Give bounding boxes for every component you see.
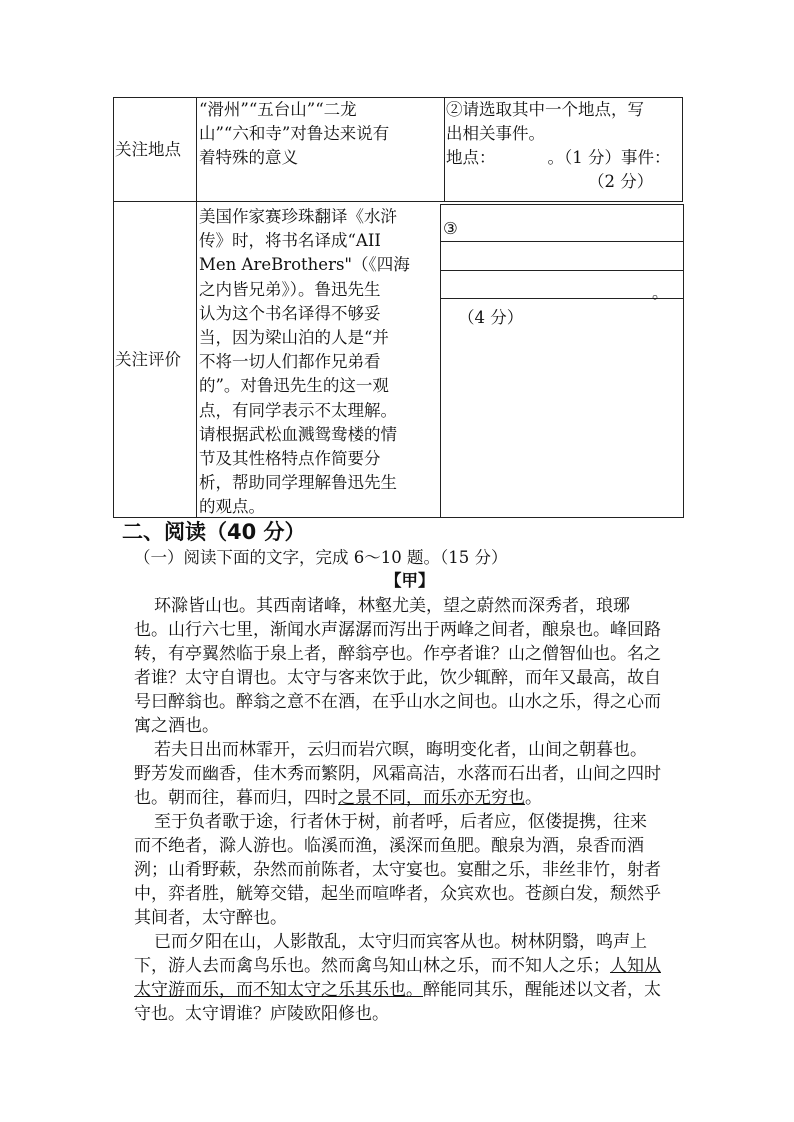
underlined-sentence: 太守游而乐，而不知太守之乐其乐也。 bbox=[134, 980, 423, 1000]
passage-text: 。 bbox=[525, 788, 542, 808]
passage-label: 【甲】 bbox=[385, 571, 435, 590]
prompt-line: 当，因为梁山泊的人是“并 bbox=[199, 328, 389, 348]
passage-line: 洌；山肴野蔌，杂然而前陈者，太守宴也。宴酣之乐，非丝非竹，射者 bbox=[134, 860, 661, 880]
passage-line-mixed bbox=[134, 954, 694, 978]
passage-line: 已而夕阳在山，人影散乱，太守归而宾客从也。树林阴翳，鸣声上 bbox=[154, 932, 647, 952]
prompt-line: 传》时，将书名译成“AII bbox=[199, 231, 381, 251]
answer-points: （4 分） bbox=[458, 308, 524, 327]
answer-line bbox=[440, 241, 684, 242]
passage-line: 其间者，太守醉也。 bbox=[134, 908, 287, 928]
prompt-line: 节及其性格特点作简要分 bbox=[199, 449, 381, 469]
passage-line: 若夫日出而林霏开，云归而岩穴暝，晦明变化者，山间之朝暮也。 bbox=[154, 740, 647, 760]
answer-instruction: 出相关事件。 bbox=[446, 124, 545, 143]
passage-text: 也。朝而往，暮而归，四时 bbox=[134, 788, 338, 808]
table-border bbox=[113, 97, 114, 201]
prompt-line: 之内皆兄弟》）。鲁迅先生 bbox=[199, 279, 381, 299]
row1-prompt bbox=[199, 98, 443, 170]
row-label-evaluation: 关注评价 bbox=[115, 350, 181, 369]
prompt-line: “滑州”“五台山”“二龙 bbox=[199, 100, 357, 119]
prompt-line: 认为这个书名译得不够妥 bbox=[199, 303, 381, 323]
event-points: （2 分） bbox=[588, 172, 654, 191]
section-title: 二、阅读（40 分） bbox=[122, 520, 306, 544]
prompt-line: 山”“六和寺”对鲁达来说有 bbox=[199, 124, 390, 143]
row-label-location: 关注地点 bbox=[115, 140, 181, 159]
prompt-line: 不将一切人们都作兄弟看 bbox=[199, 352, 381, 372]
row1-answer bbox=[446, 98, 682, 194]
answer-instruction: ②请选取其中一个地点，写 bbox=[446, 100, 644, 119]
section-subtitle: （一）阅读下面的文字，完成 6～10 题。（15 分） bbox=[134, 548, 508, 567]
passage-text: 下，游人去而禽鸟乐也。然而禽鸟知山林之乐，而不知人之乐； bbox=[134, 956, 610, 976]
table-border bbox=[113, 201, 683, 202]
passage-line: 野芳发而幽香，佳木秀而繁阴，风霜高洁，水落而石出者，山间之四时 bbox=[134, 764, 661, 784]
table-border bbox=[113, 201, 114, 517]
passage-line: 转，有亭翼然临于泉上者，醉翁亭也。作亭者谁？山之僧智仙也。名之 bbox=[134, 644, 661, 664]
prompt-line: Men AreBrothers"（《四海 bbox=[199, 255, 410, 275]
passage-line: 者谁？太守自谓也。太守与客来饮于此，饮少辄醉，而年又最高，故自 bbox=[134, 668, 661, 688]
table-border bbox=[440, 204, 441, 517]
prompt-line: 的观点。 bbox=[199, 497, 265, 517]
passage-line-mixed bbox=[134, 978, 694, 1002]
place-points: 。（1 分）事件： bbox=[547, 148, 671, 167]
prompt-line: 析，帮助同学理解鲁迅先生 bbox=[199, 473, 397, 493]
place-label: 地点： bbox=[446, 148, 496, 167]
answer-line bbox=[440, 270, 684, 271]
passage-line-mixed bbox=[134, 786, 694, 810]
prompt-line: 着特殊的意义 bbox=[199, 148, 298, 167]
passage-line: 环滁皆山也。其西南诸峰，林壑尤美，望之蔚然而深秀者，琅琊 bbox=[154, 596, 630, 616]
passage-line: 寓之酒也。 bbox=[134, 716, 219, 736]
answer-period: 。 bbox=[652, 283, 669, 302]
table-border bbox=[682, 97, 683, 201]
answer-number: ③ bbox=[443, 219, 458, 238]
passage-text: 醉能同其乐，醒能述以文者，太 bbox=[423, 980, 661, 1000]
prompt-line: 的”。对鲁迅先生的这一观 bbox=[199, 376, 389, 396]
prompt-line: 点，有同学表示不太理解。 bbox=[199, 400, 397, 420]
passage-line: 守也。太守谓谁？庐陵欧阳修也。 bbox=[134, 1004, 389, 1024]
answer-line bbox=[440, 298, 684, 299]
passage-line: 而不绝者，滁人游也。临溪而渔，溪深而鱼肥。酿泉为酒，泉香而酒 bbox=[134, 836, 644, 856]
answer-place-line bbox=[446, 146, 682, 170]
table-border bbox=[196, 97, 197, 201]
table-border bbox=[440, 204, 684, 205]
table-border bbox=[683, 204, 684, 517]
table-border bbox=[196, 201, 197, 517]
underlined-sentence: 之景不同，而乐亦无穷也 bbox=[338, 788, 525, 808]
row2-prompt bbox=[199, 205, 439, 520]
passage-line: 中，弈者胜，觥筹交错，起坐而喧哗者，众宾欢也。苍颜白发，颓然乎 bbox=[134, 884, 661, 904]
prompt-line: 请根据武松血溅鸳鸯楼的情 bbox=[199, 424, 397, 444]
underlined-sentence: 人知从 bbox=[610, 956, 661, 976]
passage-line: 号曰醉翁也。醉翁之意不在酒，在乎山水之间也。山水之乐，得之心而 bbox=[134, 692, 661, 712]
passage-line: 也。山行六七里，渐闻水声潺潺而泻出于两峰之间者，酿泉也。峰回路 bbox=[134, 620, 661, 640]
passage-line: 至于负者歌于途，行者休于树，前者呼，后者应，伛偻提携，往来 bbox=[154, 812, 647, 832]
prompt-line: 美国作家赛珍珠翻译《水浒 bbox=[199, 207, 397, 226]
table-border bbox=[444, 97, 445, 201]
